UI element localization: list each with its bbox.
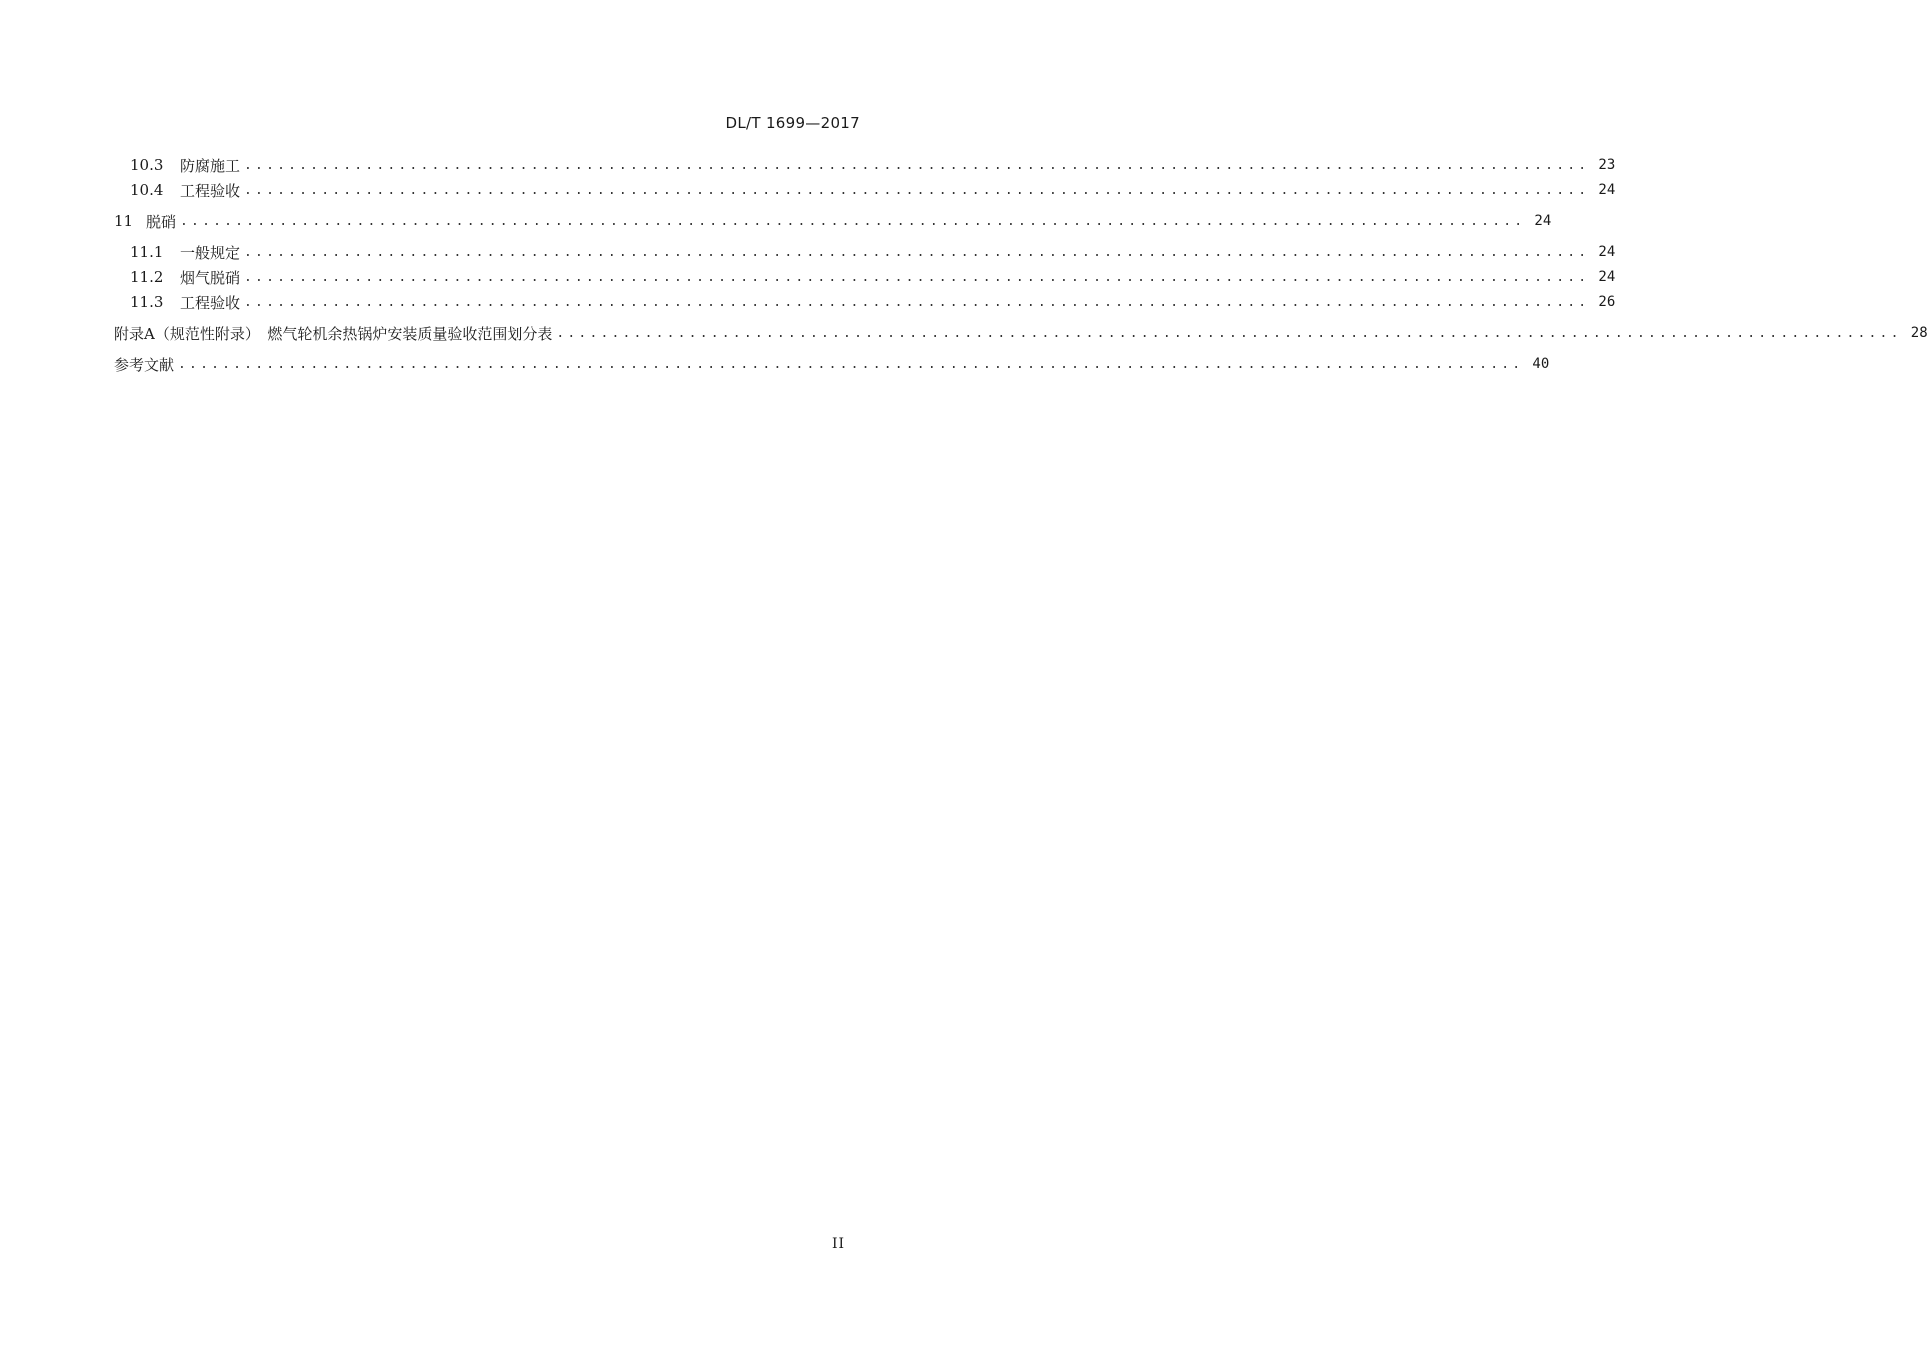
toc-entry-number: 11.1 [130,243,164,261]
toc-entry-number: 10.4 [130,181,164,199]
dot-leader: .......................................................................................................................... [556,325,1902,341]
toc-entry-number: 11.3 [130,293,164,311]
toc-entry-10-4[interactable] [130,180,1616,200]
toc-entry-page: 28 [1910,325,1928,341]
page-number: II [831,1236,845,1252]
dot-leader: .......................................................................................................................... [244,294,1590,310]
toc-entry-title: 脱硝 [146,212,177,231]
toc-entry-title: 防腐施工 [180,156,241,175]
toc-entry-page: 24 [1598,269,1616,285]
toc-entry-11-2[interactable] [130,267,1616,287]
toc-entry-number: 10.3 [130,156,164,174]
toc-entry-title: 工程验收 [180,293,241,312]
toc-entry-page: 23 [1598,157,1616,173]
dot-leader: .......................................................................................................................... [244,269,1590,285]
dot-leader: .......................................................................................................................... [244,244,1590,260]
toc-entry-title: 工程验收 [180,181,241,200]
standard-code: DL/T 1699—2017 [725,114,860,132]
toc-entry-references[interactable] [114,354,1550,374]
toc-entry-number: 附录A [114,324,155,343]
toc-entry-title: 烟气脱硝 [180,268,241,287]
dot-leader: .......................................................................................................................... [178,356,1524,372]
toc-entry-page: 26 [1598,294,1616,310]
toc-entry-number: 11.2 [130,268,164,286]
dot-leader: .......................................................................................................................... [180,213,1526,229]
toc-entry-11-1[interactable] [130,242,1616,262]
toc-entry-title: （规范性附录） 燃气轮机余热锅炉安装质量验收范围划分表 [154,324,553,343]
toc-entry-page: 40 [1532,356,1550,372]
toc-entry-page: 24 [1534,213,1552,229]
toc-entry-title: 参考文献 [114,355,175,374]
toc-entry-11-3[interactable] [130,292,1616,312]
dot-leader: .......................................................................................................................... [244,182,1590,198]
toc-entry-page: 24 [1598,182,1616,198]
toc-entry-appendix-a[interactable] [114,323,1928,343]
toc-entry-title: 一般规定 [180,243,241,262]
toc-entry-number: 11 [114,212,134,230]
dot-leader: .......................................................................................................................... [244,157,1590,173]
toc-entry-10-3[interactable] [130,155,1616,175]
toc-entry-page: 24 [1598,244,1616,260]
toc-entry-11[interactable] [114,211,1552,231]
